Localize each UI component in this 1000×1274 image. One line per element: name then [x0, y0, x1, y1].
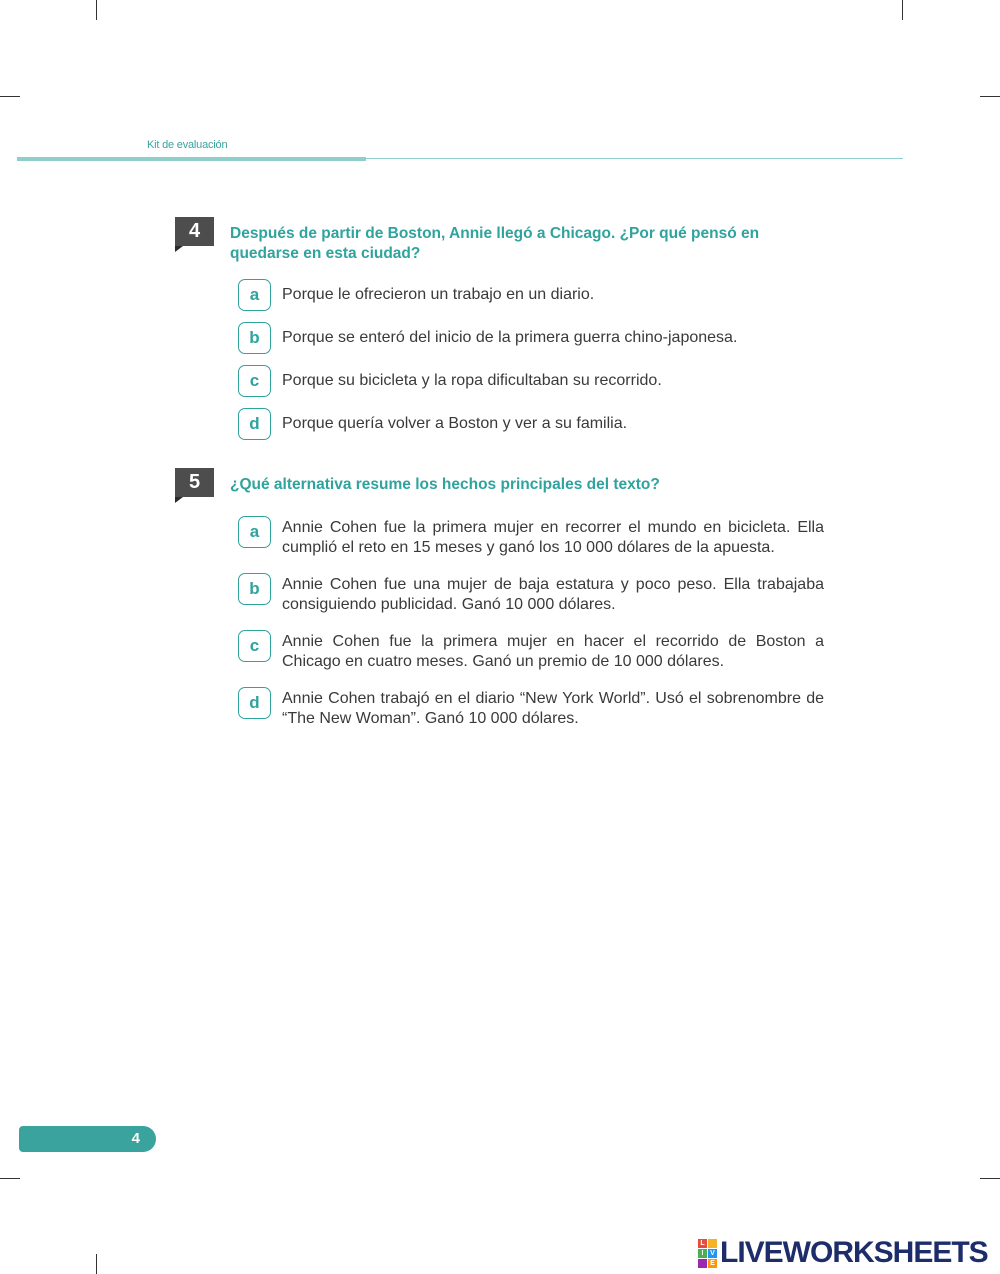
- page-number-tab: [19, 1126, 156, 1152]
- option-letter-box[interactable]: c: [238, 630, 271, 662]
- option-letter-box[interactable]: b: [238, 322, 271, 354]
- option-letter-box[interactable]: d: [238, 687, 271, 719]
- logo-square: [708, 1239, 717, 1248]
- option-letter-box[interactable]: b: [238, 573, 271, 605]
- crop-mark: [0, 96, 20, 97]
- option-letter-box[interactable]: a: [238, 516, 271, 548]
- option-text: Porque se enteró del inicio de la primera guerra chino-japonesa.: [282, 329, 738, 346]
- liveworksheets-logo: [698, 1238, 988, 1268]
- option-text: Annie Cohen fue una mujer de baja estatura y poco peso. Ella trabajaba consiguiendo publicidad. Ganó 10 000 dólares.: [282, 576, 824, 613]
- logo-square: L: [698, 1239, 707, 1248]
- option-text: Porque le ofrecieron un trabajo en un diario.: [282, 286, 595, 303]
- option-letter-box[interactable]: d: [238, 408, 271, 440]
- question-text: ¿Qué alternativa resume los hechos principales del texto?: [230, 476, 660, 493]
- crop-mark: [902, 0, 903, 20]
- option-text: Annie Cohen fue la primera mujer en hacer el recorrido de Boston a Chicago en cuatro meses. Ganó un premio de 10 000 dólares.: [282, 633, 824, 670]
- question-number: 4: [175, 217, 214, 246]
- option-letter-box[interactable]: c: [238, 365, 271, 397]
- option-text: Porque quería volver a Boston y ver a su familia.: [282, 415, 628, 432]
- crop-mark: [96, 0, 97, 20]
- question-number: 5: [175, 468, 214, 497]
- header-label: Kit de evaluación: [147, 139, 228, 151]
- header-rule: [17, 157, 366, 161]
- crop-mark: [0, 1178, 20, 1179]
- crop-mark: [980, 96, 1000, 97]
- option-letter-box[interactable]: a: [238, 279, 271, 311]
- logo-square: E: [708, 1259, 717, 1268]
- option-text: Annie Cohen trabajó en el diario “New York World”. Usó el sobrenombre de “The New Woman”. Ganó 10 000 dólares.: [282, 690, 824, 727]
- question-text: Después de partir de Boston, Annie llegó a Chicago. ¿Por qué pensó en quedarse en esta ciudad?: [230, 225, 760, 262]
- logo-square: I: [698, 1249, 707, 1258]
- crop-mark: [96, 1254, 97, 1274]
- logo-square: [698, 1259, 707, 1268]
- crop-mark: [980, 1178, 1000, 1179]
- option-text: Porque su bicicleta y la ropa dificultaban su recorrido.: [282, 372, 662, 389]
- logo-icon: [698, 1239, 717, 1268]
- header-rule-thin: [366, 158, 903, 159]
- logo-text: LIVEWORKSHEETS: [720, 1236, 988, 1269]
- logo-square: V: [708, 1249, 717, 1258]
- page-number: 4: [131, 1130, 140, 1147]
- option-text: Annie Cohen fue la primera mujer en recorrer el mundo en bicicleta. Ella cumplió el reto en 15 meses y ganó los 10 000 dólares de la apuesta.: [282, 519, 824, 556]
